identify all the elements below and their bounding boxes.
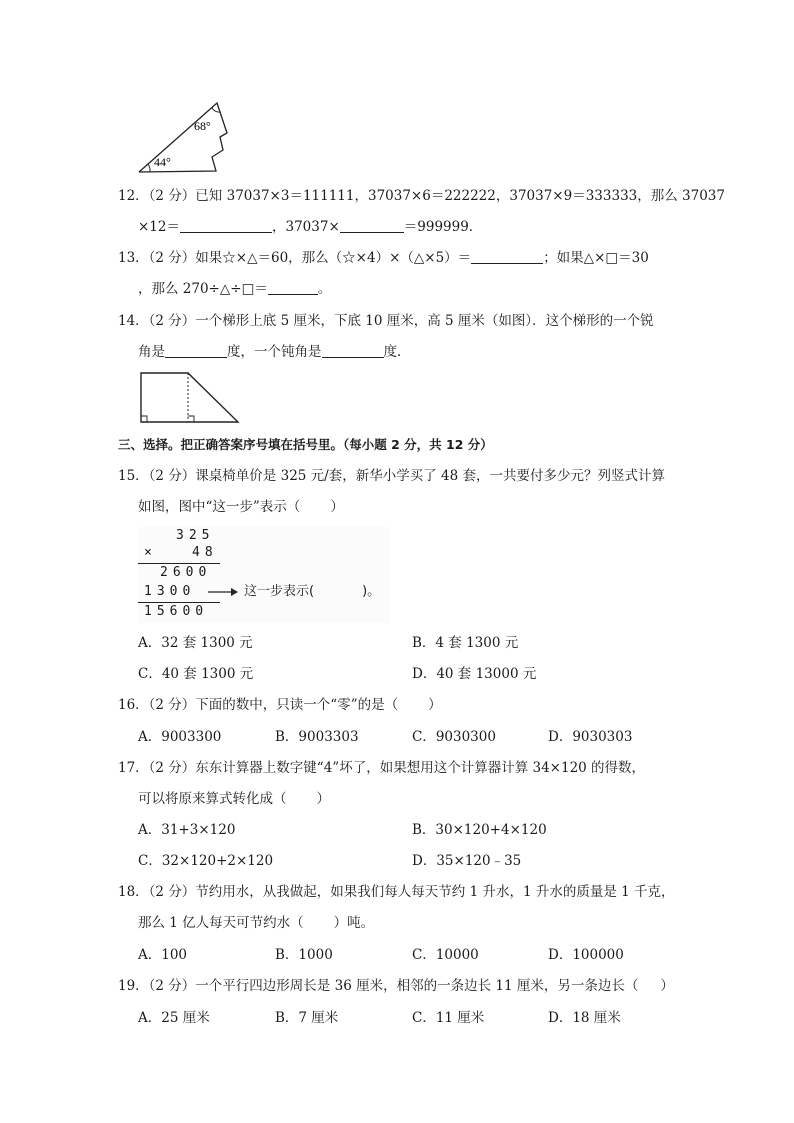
q14-blank-2[interactable] [322,343,384,358]
vm-op: × [144,545,152,560]
q17-line2 [138,790,330,808]
q19-option-c[interactable]: C．11 厘米 [412,1010,485,1026]
q19-option-b[interactable]: B．7 厘米 [275,1010,339,1026]
q12-blank-2[interactable] [340,218,404,233]
vm-rule-1 [138,563,220,564]
q15-text-a: 如图，图中“这一步”表示（ [138,499,301,515]
trapezoid-figure [138,370,242,426]
q12-blank-1[interactable] [180,218,272,233]
q12-text-b: ，37037× [272,219,340,235]
vm-arrow-label-start: 这一步表示( [244,584,315,599]
q16-line1 [118,696,442,714]
q14-blank-1[interactable] [165,343,227,358]
q18-line1: 18．（2 分）节约用水，从我做起，如果我们每人每天节约 1 升水，1 升水的质量是 1 千克， [118,884,675,900]
q17-option-b[interactable]: B．30×120+4×120 [412,822,547,838]
q17-text-a: 可以将原来算式转化成（ [138,791,287,807]
vm-row1: 325 [176,528,215,543]
q17-option-d[interactable]: D．35×120﹣35 [412,853,522,869]
q12-line2 [138,218,482,236]
q13-blank-1[interactable] [471,249,543,264]
q15-line2 [138,498,344,516]
q15-option-c[interactable]: C．40 套 1300 元 [138,666,254,682]
q15-option-b[interactable]: B．4 套 1300 元 [412,635,519,651]
q18-option-d[interactable]: D．100000 [548,947,624,963]
triangle-angle-bottom: 44° [154,155,171,169]
vm-row2: 48 [192,545,218,560]
vm-row3: 2600 [160,565,212,580]
q19-text-a: 19．（2 分）一个平行四边形周长是 36 厘米，相邻的一条边长 11 厘米，另一条边长（ [118,978,639,994]
q18-option-c[interactable]: C．10000 [412,947,479,963]
vertical-multiplication [138,527,390,623]
q16-text-b: ） [428,697,442,713]
q19-line1 [118,977,674,995]
vm-arrow-label-end: )。 [362,584,381,599]
q16-option-c[interactable]: C．9030300 [412,729,496,745]
q13-text-b: ；如果△×□＝30 [543,250,649,266]
q18-line2 [138,914,374,932]
q19-text-b: ） [660,978,674,994]
q12-line1: 12．（2 分）已知 37037×3＝111111，37037×6＝222222，37037×9＝333333，那么 37037 [118,188,725,204]
q19-option-d[interactable]: D．18 厘米 [548,1010,621,1026]
q12-text-a: ×12＝ [138,219,180,235]
q15-option-d[interactable]: D．40 套 13000 元 [412,666,537,682]
q13-text-c: ，那么 270÷△÷□＝ [138,281,268,297]
q18-option-a[interactable]: A．100 [138,947,188,963]
q17-option-c[interactable]: C．32×120+2×120 [138,853,274,869]
vm-rule-2 [138,602,220,603]
vm-row4: 1300 [144,584,196,599]
q15-option-a[interactable]: A．32 套 1300 元 [138,635,253,651]
q17-option-a[interactable]: A．31+3×120 [138,822,236,838]
q16-text-a: 16．（2 分）下面的数中，只读一个“零”的是（ [118,697,399,713]
section3-title: 三、选择。把正确答案序号填在括号里。（每小题 2 分，共 12 分） [118,437,493,452]
q16-option-a[interactable]: A．9003300 [138,729,222,745]
q13-text-d: 。 [317,281,332,297]
q19-option-a[interactable]: A．25 厘米 [138,1010,210,1026]
triangle-figure [136,100,232,176]
vm-row5: 15600 [144,604,209,619]
q14-text-b: 度，一个钝角是 [227,344,322,360]
q13-text-a: 13．（2 分）如果☆×△＝60，那么（☆×4）×（△×5）＝ [118,250,472,266]
triangle-angle-top: 68° [194,119,211,133]
q14-text-a: 角是 [138,344,165,360]
q15-line1: 15．（2 分）课桌椅单价是 325 元/套，新华小学买了 48 套，一共要付多少元？列竖式计算 [118,468,665,484]
q17-line1: 17．（2 分）东东计算器上数字键“4”坏了，如果想用这个计算器计算 34×120 的得数， [118,760,646,776]
q13-blank-2[interactable] [268,280,318,295]
vm-arrow-label [244,583,380,601]
q13-line2 [138,280,331,298]
q15-text-b: ） [330,499,344,515]
q14-text-c: 度． [383,344,411,360]
q14-line2 [138,343,411,361]
q14-line1: 14．（2 分）一个梯形上底 5 厘米，下底 10 厘米，高 5 厘米（如图）．这个梯形的一个锐 [118,313,654,329]
q18-text-a: 那么 1 亿人每天可节约水（ [138,915,304,931]
arrow-icon [208,585,238,599]
q16-option-b[interactable]: B．9003303 [275,729,359,745]
q12-text-c: ＝999999． [403,219,483,235]
q13-line1 [118,249,649,267]
q16-option-d[interactable]: D．9030303 [548,729,633,745]
q17-text-b: ） [316,791,330,807]
q18-option-b[interactable]: B．1000 [275,947,333,963]
q18-text-b: ）吨。 [333,915,375,931]
